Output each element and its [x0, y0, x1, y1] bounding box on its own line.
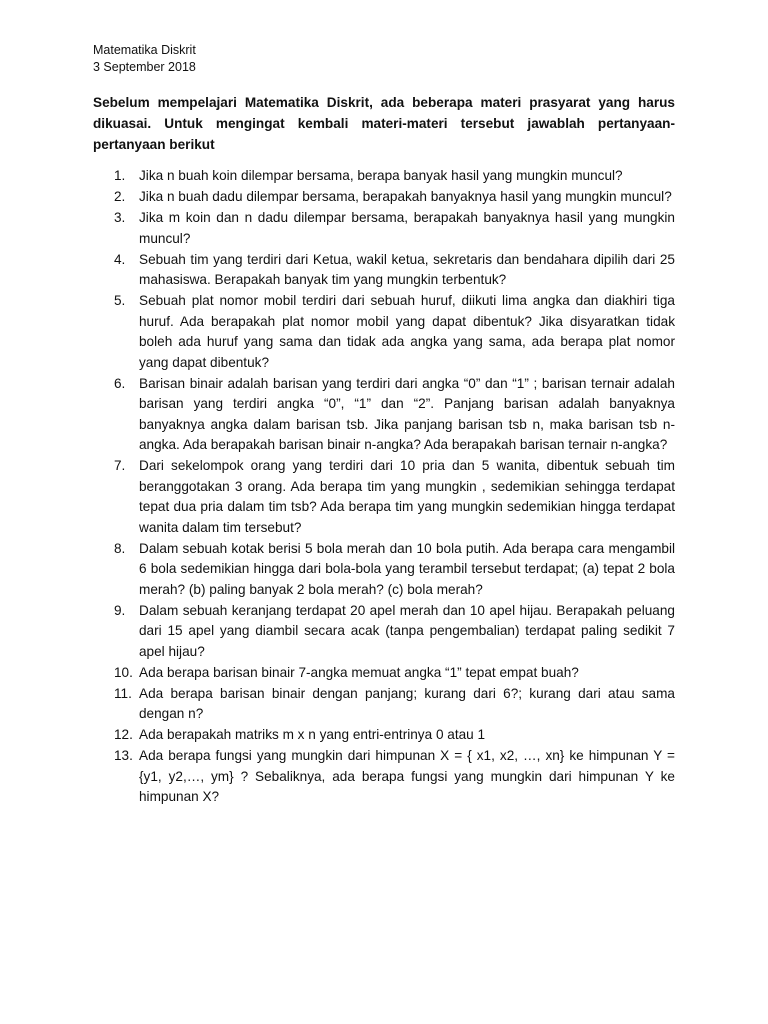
question-item: [93, 208, 675, 249]
question-number: 13.: [114, 748, 133, 763]
question-number: 3.: [114, 210, 126, 225]
question-number: 2.: [114, 189, 126, 204]
question-number: 5.: [114, 293, 126, 308]
question-text: Sebuah plat nomor mobil terdiri dari sebuah huruf, diikuti lima angka dan diakhiri tiga huruf. Ada berapakah plat nomor mobil yang dapat dibentuk? Jika disyaratkan tidak boleh ada huruf yang sama dan tidak ada angka yang sama, ada berapa plat nomor yang dapat dibentuk?: [139, 293, 675, 370]
question-text: Dalam sebuah kotak berisi 5 bola merah dan 10 bola putih. Ada berapa cara mengambil 6 bola sedemikian hingga dari bola-bola yang terambil tersebut terdapat; (a) tepat 2 bola merah? (b) paling banyak 2 bola merah? (c) bola merah?: [139, 540, 675, 597]
question-list: [93, 166, 675, 808]
question-number: 4.: [114, 251, 126, 267]
question-item: [93, 374, 675, 456]
question-text: Jika n buah dadu dilempar bersama, berapakah banyaknya hasil yang mungkin muncul?: [139, 189, 672, 204]
question-text: Ada berapa barisan binair 7-angka memuat angka “1” tepat empat buah?: [139, 664, 579, 680]
question-item: [93, 166, 675, 187]
question-number: 11.: [114, 685, 132, 701]
question-item: [93, 291, 675, 373]
question-number: 8.: [114, 540, 126, 556]
question-item: [93, 663, 675, 684]
question-item: [93, 456, 675, 538]
question-text: Jika n buah koin dilempar bersama, berapa banyak hasil yang mungkin muncul?: [139, 168, 623, 183]
question-number: 9.: [114, 602, 126, 618]
question-text: Barisan binair adalah barisan yang terdiri dari angka “0” dan “1” ; barisan ternair adalah barisan yang terdiri angka “0”, “1” dan “2”. Panjang barisan adalah banyaknya banyaknya angka dalam barisan tsb. Jika panjang barisan tsb n, maka barisan tsb n-angka. Ada berapakah barisan binair n-angka? Ada berapakah barisan ternair n-angka?: [139, 375, 675, 452]
intro-paragraph: Sebelum mempelajari Matematika Diskrit, ada beberapa materi prasyarat yang harus dikuasai. Untuk mengingat kembali materi-materi tersebut jawablah pertanyaan-pertanyaan berikut: [93, 95, 675, 152]
question-item: [93, 601, 675, 663]
question-number: 1.: [114, 168, 126, 183]
question-item: [93, 725, 675, 746]
question-item: [93, 684, 675, 725]
question-text: Jika m koin dan n dadu dilempar bersama, berapakah banyaknya hasil yang mungkin muncul?: [139, 210, 675, 246]
question-text: Dalam sebuah keranjang terdapat 20 apel merah dan 10 apel hijau. Berapakah peluang dari 15 apel yang diambil secara acak (tanpa pengembalian) terdapat paling sedikit 7 apel hijau?: [139, 602, 675, 659]
question-item: [93, 539, 675, 601]
question-item: [93, 250, 675, 291]
question-item: [93, 746, 675, 808]
question-number: 7.: [114, 458, 126, 473]
course-title: Matematika Diskrit: [93, 43, 196, 57]
document-date: 3 September 2018: [93, 60, 196, 74]
question-text: Ada berapa barisan binair dengan panjang; kurang dari 6?; kurang dari atau sama dengan n?: [139, 685, 675, 721]
question-text: Dari sekelompok orang yang terdiri dari 10 pria dan 5 wanita, dibentuk sebuah tim beranggotakan 3 orang. Ada berapa tim yang mungkin , sedemikian sehingga terdapat tepat dua pria dalam tim tsb? Ada berapa tim yang mungkin sedemikian hingga terdapat wanita dalam tim tersebut?: [139, 458, 675, 535]
question-number: 12.: [114, 727, 133, 742]
question-text: Sebuah tim yang terdiri dari Ketua, wakil ketua, sekretaris dan bendahara dipilih dari 25 mahasiswa. Berapakah banyak tim yang mungkin terbentuk?: [139, 251, 675, 287]
question-number: 6.: [114, 375, 126, 391]
question-number: 10.: [114, 664, 133, 680]
question-text: Ada berapa fungsi yang mungkin dari himpunan X = { x1, x2, …, xn} ke himpunan Y = {y1, y2,…, ym} ? Sebaliknya, ada berapa fungsi yang mungkin dari himpunan Y ke himpunan X?: [139, 748, 675, 804]
question-item: [93, 187, 675, 208]
question-text: Ada berapakah matriks m x n yang entri-entrinya 0 atau 1: [139, 727, 486, 742]
